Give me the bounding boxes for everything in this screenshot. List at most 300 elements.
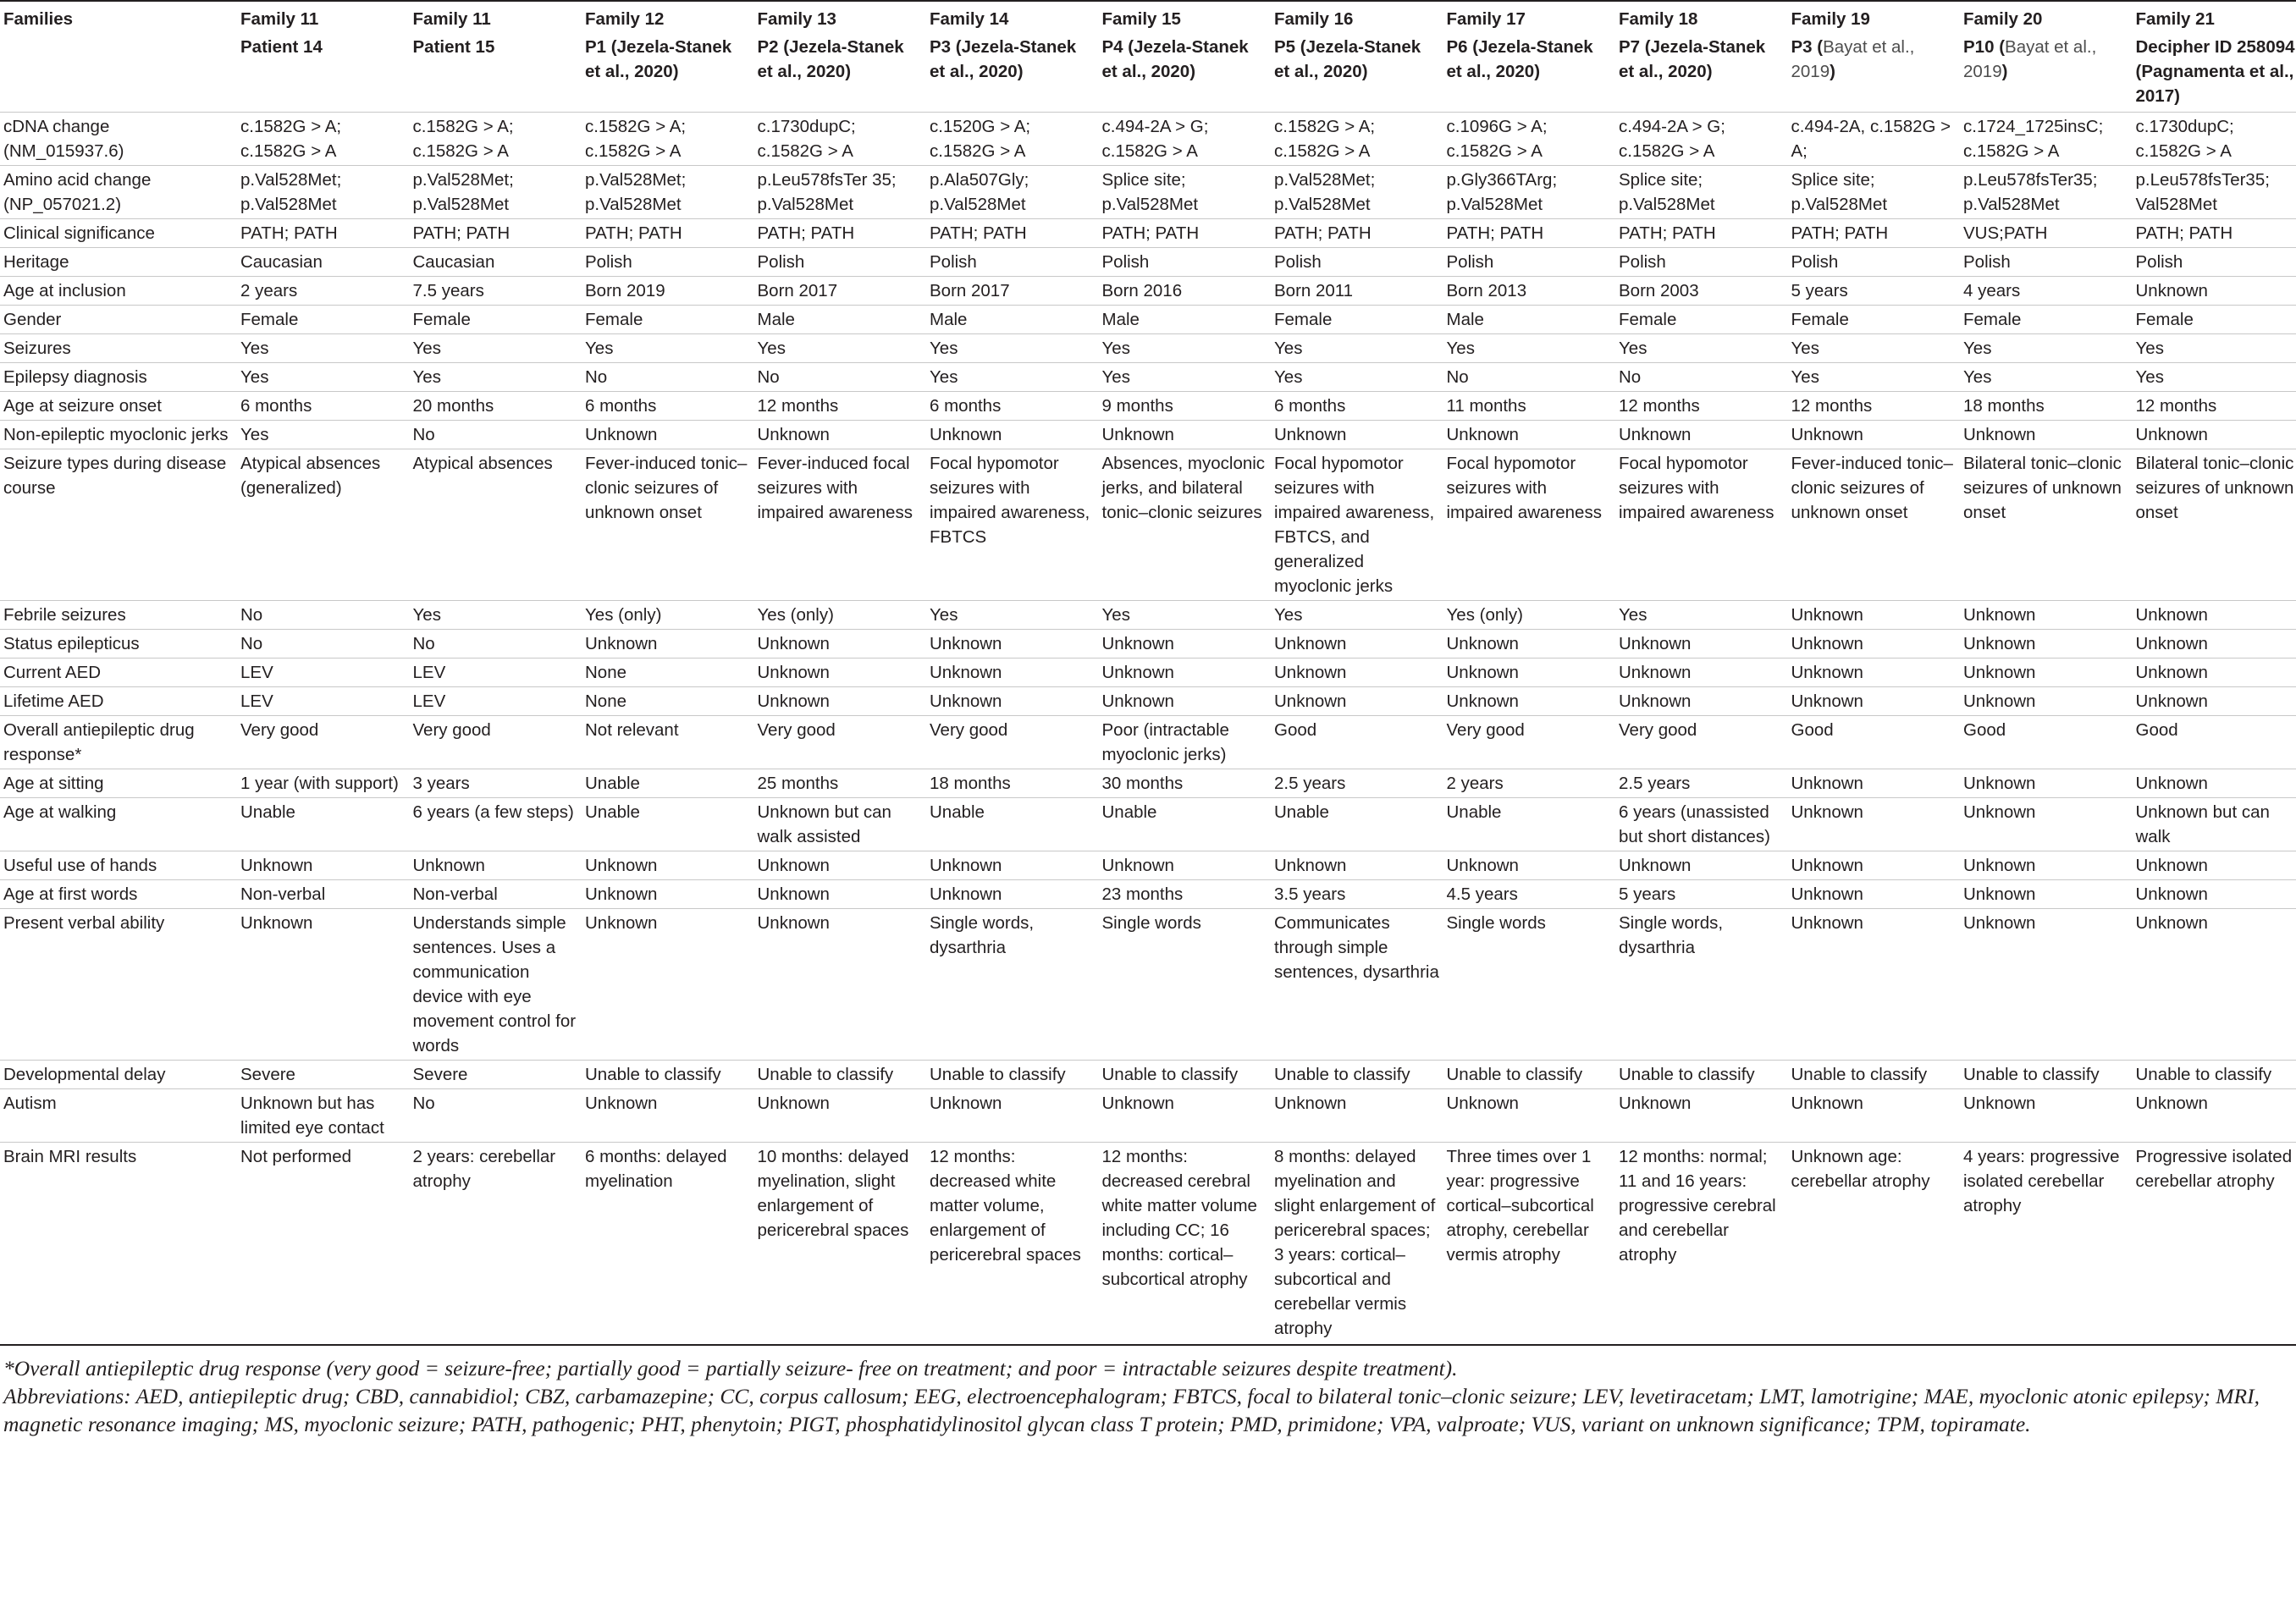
table-cell: Non-verbal: [413, 880, 586, 909]
table-cell: Yes: [1274, 601, 1447, 630]
table-cell: Born 2017: [930, 277, 1102, 306]
table-cell: Unable: [930, 798, 1102, 851]
table-cell: Unknown: [1791, 630, 1964, 658]
table-row: [0, 421, 2296, 449]
table-cell: 6 months: [585, 392, 758, 421]
table-cell: Non-verbal: [240, 880, 413, 909]
table-cell: Unknown: [758, 421, 930, 449]
table-cell: Unable to classify: [1791, 1061, 1964, 1089]
table-cell: Unable to classify: [1619, 1061, 1791, 1089]
table-cell: 4 years: progressive isolated cerebellar atrophy: [1963, 1143, 2136, 1346]
table-cell: 12 months: [1791, 392, 1964, 421]
table-cell: Yes (only): [1447, 601, 1620, 630]
table-cell: Yes: [1791, 334, 1964, 363]
table-cell: Unknown: [1791, 687, 1964, 716]
table-cell: Unknown: [1274, 421, 1447, 449]
table-cell: Unknown: [2136, 687, 2296, 716]
table-cell: Yes: [930, 601, 1102, 630]
table-cell: Focal hypomotor seizures with impaired awareness: [1447, 449, 1620, 601]
table-cell: Unknown: [1963, 630, 2136, 658]
table-cell: 12 months: normal; 11 and 16 years: progressive cerebral and cerebellar atrophy: [1619, 1143, 1791, 1346]
reference-close-paren: ): [1830, 62, 1835, 81]
table-cell: Unknown: [2136, 421, 2296, 449]
table-cell: Unknown: [1963, 658, 2136, 687]
table-cell: 2 years: [1447, 769, 1620, 798]
table-cell: None: [585, 658, 758, 687]
table-cell: 12 months: [2136, 392, 2296, 421]
table-cell: Female: [2136, 306, 2296, 334]
table-cell: Unknown: [930, 658, 1102, 687]
table-cell: Splice site; p.Val528Met: [1791, 166, 1964, 219]
table-cell: Yes: [1963, 334, 2136, 363]
reference-close-paren: ): [2174, 86, 2180, 106]
table-cell: 2 years: cerebellar atrophy: [413, 1143, 586, 1346]
table-cell: Unknown: [1447, 421, 1620, 449]
table-cell: VUS;PATH: [1963, 219, 2136, 248]
table-cell: Unknown: [930, 851, 1102, 880]
table-cell: Unknown: [930, 630, 1102, 658]
table-cell: p.Val528Met; p.Val528Met: [585, 166, 758, 219]
table-row: [0, 658, 2296, 687]
row-label: cDNA change (NM_015937.6): [0, 113, 240, 166]
table-cell: 4 years: [1963, 277, 2136, 306]
table-cell: c.1096G > A; c.1582G > A: [1447, 113, 1620, 166]
table-cell: Male: [930, 306, 1102, 334]
table-cell: 2.5 years: [1619, 769, 1791, 798]
table-cell: Unknown: [1963, 851, 2136, 880]
table-cell: Unknown: [1274, 630, 1447, 658]
table-cell: Polish: [1791, 248, 1964, 277]
header-row-families: [0, 1, 2296, 33]
patient-id: P4: [1101, 37, 1123, 57]
table-cell: PATH; PATH: [1791, 219, 1964, 248]
table-cell: Polish: [758, 248, 930, 277]
reference-open-paren: (: [610, 37, 617, 57]
table-cell: p.Ala507Gly; p.Val528Met: [930, 166, 1102, 219]
reference-citation[interactable]: Jezela-Stanek et al., 2020: [1101, 37, 1249, 81]
table-cell: p.Val528Met; p.Val528Met: [1274, 166, 1447, 219]
table-cell: 7.5 years: [413, 277, 586, 306]
row-label: Febrile seizures: [0, 601, 240, 630]
table-cell: Unknown: [2136, 277, 2296, 306]
header-patient-5: [930, 33, 1102, 113]
table-cell: Polish: [1102, 248, 1275, 277]
reference-citation[interactable]: Pagnamenta et al., 2017: [2135, 62, 2294, 106]
table-cell: Very good: [1619, 716, 1791, 769]
table-cell: No: [758, 363, 930, 392]
table-cell: Unknown: [1963, 909, 2136, 1061]
header-patient-8: [1447, 33, 1620, 113]
header-patient-6: [1102, 33, 1275, 113]
table-row: [0, 1061, 2296, 1089]
table-cell: Unknown: [1274, 851, 1447, 880]
table-cell: Unknown: [758, 1089, 930, 1143]
reference-open-paren: (: [955, 37, 962, 57]
table-cell: Female: [240, 306, 413, 334]
reference-open-paren: (: [1817, 37, 1824, 57]
table-cell: 6 months: [930, 392, 1102, 421]
reference-close-paren: ): [672, 62, 679, 81]
table-cell: Unknown: [930, 880, 1102, 909]
table-cell: Caucasian: [413, 248, 586, 277]
table-row: [0, 769, 2296, 798]
table-cell: Splice site; p.Val528Met: [1102, 166, 1275, 219]
table-cell: 18 months: [930, 769, 1102, 798]
table-cell: Unknown but has limited eye contact: [240, 1089, 413, 1143]
table-cell: Polish: [2136, 248, 2296, 277]
table-cell: Unknown: [413, 851, 586, 880]
patient-id: Patient 14: [240, 37, 323, 57]
row-label: Status epilepticus: [0, 630, 240, 658]
table-row: [0, 798, 2296, 851]
table-cell: 5 years: [1791, 277, 1964, 306]
table-cell: Unknown: [1619, 851, 1791, 880]
table-cell: LEV: [240, 687, 413, 716]
reference-close-paren: ): [1361, 62, 1368, 81]
table-cell: 11 months: [1447, 392, 1620, 421]
table-cell: Good: [1963, 716, 2136, 769]
table-cell: Female: [1619, 306, 1791, 334]
reference-citation[interactable]: Bayat et al., 2019: [1791, 37, 1915, 81]
table-cell: Absences, myoclonic jerks, and bilateral tonic–clonic seizures: [1102, 449, 1275, 601]
table-cell: Yes: [930, 363, 1102, 392]
table-cell: Unknown: [1447, 1089, 1620, 1143]
row-label: Clinical significance: [0, 219, 240, 248]
reference-citation[interactable]: Jezela-Stanek et al., 2020: [1274, 37, 1421, 81]
table-cell: Polish: [930, 248, 1102, 277]
header-blank: [0, 33, 240, 113]
row-label: Gender: [0, 306, 240, 334]
table-cell: p.Leu578fsTer 35; p.Val528Met: [758, 166, 930, 219]
table-cell: Very good: [240, 716, 413, 769]
table-cell: Born 2017: [758, 277, 930, 306]
table-cell: Yes: [1963, 363, 2136, 392]
table-cell: Caucasian: [240, 248, 413, 277]
table-cell: Male: [758, 306, 930, 334]
table-cell: 4.5 years: [1447, 880, 1620, 909]
table-cell: PATH; PATH: [1447, 219, 1620, 248]
table-cell: Fever-induced focal seizures with impaired awareness: [758, 449, 930, 601]
table-cell: Born 2003: [1619, 277, 1791, 306]
table-cell: 23 months: [1102, 880, 1275, 909]
table-cell: c.1582G > A; c.1582G > A: [1274, 113, 1447, 166]
table-cell: Unable: [585, 798, 758, 851]
table-cell: Good: [2136, 716, 2296, 769]
table-cell: Unknown: [2136, 601, 2296, 630]
header-patient-4: [758, 33, 930, 113]
table-cell: Yes (only): [758, 601, 930, 630]
table-cell: Male: [1447, 306, 1620, 334]
table-cell: Good: [1274, 716, 1447, 769]
table-cell: 25 months: [758, 769, 930, 798]
reference-citation[interactable]: Bayat et al., 2019: [1963, 37, 2097, 81]
reference-citation[interactable]: Jezela-Stanek et al., 2020: [757, 37, 904, 81]
header-family-7: Family 16: [1274, 1, 1447, 33]
table-cell: 18 months: [1963, 392, 2136, 421]
patient-id: P1: [585, 37, 607, 57]
header-family-12: Family 21: [2136, 1, 2296, 33]
table-cell: Unknown: [1274, 1089, 1447, 1143]
table-cell: Unknown: [1963, 798, 2136, 851]
table-cell: Atypical absences: [413, 449, 586, 601]
table-cell: PATH; PATH: [930, 219, 1102, 248]
table-cell: 6 years (unassisted but short distances): [1619, 798, 1791, 851]
header-family-3: Family 12: [585, 1, 758, 33]
table-cell: 12 months: [758, 392, 930, 421]
table-cell: Unknown: [1963, 769, 2136, 798]
table-row: [0, 334, 2296, 363]
header-patient-9: [1619, 33, 1791, 113]
reference-citation[interactable]: Jezela-Stanek et al., 2020: [585, 37, 732, 81]
table-cell: Born 2019: [585, 277, 758, 306]
table-cell: c.1520G > A; c.1582G > A: [930, 113, 1102, 166]
table-cell: Severe: [240, 1061, 413, 1089]
table-cell: 20 months: [413, 392, 586, 421]
header-patient-10: [1791, 33, 1964, 113]
table-cell: Bilateral tonic–clonic seizures of unknown onset: [1963, 449, 2136, 601]
table-cell: Yes: [2136, 363, 2296, 392]
table-cell: Very good: [758, 716, 930, 769]
reference-open-paren: (: [1300, 37, 1306, 57]
table-cell: Yes: [1102, 363, 1275, 392]
patient-id: P3: [930, 37, 952, 57]
table-cell: Unable to classify: [1102, 1061, 1275, 1089]
table-cell: Unable to classify: [758, 1061, 930, 1089]
table-cell: Unable to classify: [1447, 1061, 1620, 1089]
table-row: [0, 306, 2296, 334]
row-label: Age at walking: [0, 798, 240, 851]
table-cell: Splice site; p.Val528Met: [1619, 166, 1791, 219]
table-cell: Born 2011: [1274, 277, 1447, 306]
table-cell: Unknown: [930, 421, 1102, 449]
table-cell: Unknown: [1619, 421, 1791, 449]
patient-id: Patient 15: [412, 37, 495, 57]
table-cell: Unknown: [2136, 1089, 2296, 1143]
table-cell: Yes: [1791, 363, 1964, 392]
row-label: Present verbal ability: [0, 909, 240, 1061]
reference-close-paren: ): [1534, 62, 1541, 81]
table-cell: Unknown but can walk: [2136, 798, 2296, 851]
footnote-abbreviations: Abbreviations: AED, antiepileptic drug; CBD, cannabidiol; CBZ, carbamazepine; CC, corpus callosum; EEG, electroencephalogram; FBTCS, focal to bilateral tonic–clonic seizure; LEV, levetiracetam; LMT, lamotrigine; MAE, myoclonic atonic epilepsy; MRI, magnetic resonance imaging; MS, myoclonic seizure; PATH, pathogenic; PHT, phenytoin; PIGT, phosphatidylinositol glycan class T protein; PMD, primidone; VPA, valproate; VUS, variant on unknown significance; TPM, topiramate.: [3, 1384, 2260, 1436]
table-cell: p.Gly366TArg; p.Val528Met: [1447, 166, 1620, 219]
row-label: Lifetime AED: [0, 687, 240, 716]
table-cell: Single words, dysarthria: [1619, 909, 1791, 1061]
header-families-label: Families: [0, 1, 240, 33]
table-cell: 8 months: delayed myelination and slight enlargement of pericerebral spaces; 3 years: cortical–subcortical and cerebellar vermis atrophy: [1274, 1143, 1447, 1346]
table-cell: Good: [1791, 716, 1964, 769]
table-cell: Fever-induced tonic–clonic seizures of unknown onset: [1791, 449, 1964, 601]
row-label: Brain MRI results: [0, 1143, 240, 1346]
table-cell: 9 months: [1102, 392, 1275, 421]
header-family-9: Family 18: [1619, 1, 1791, 33]
table-cell: Not relevant: [585, 716, 758, 769]
table-cell: c.494-2A > G; c.1582G > A: [1619, 113, 1791, 166]
table-cell: Three times over 1 year: progressive cortical–subcortical atrophy, cerebellar vermis atrophy: [1447, 1143, 1620, 1346]
table-cell: Unknown: [1791, 769, 1964, 798]
table-cell: PATH; PATH: [2136, 219, 2296, 248]
table-cell: Unable: [585, 769, 758, 798]
table-cell: Unknown: [2136, 851, 2296, 880]
table-cell: c.1724_1725insC; c.1582G > A: [1963, 113, 2136, 166]
table-cell: PATH; PATH: [1274, 219, 1447, 248]
header-family-4: Family 13: [758, 1, 930, 33]
table-cell: Unknown: [1791, 658, 1964, 687]
table-cell: Unknown: [1791, 798, 1964, 851]
table-cell: Very good: [413, 716, 586, 769]
table-cell: Unknown: [758, 909, 930, 1061]
table-cell: Unable to classify: [1963, 1061, 2136, 1089]
table-cell: Unknown: [2136, 658, 2296, 687]
table-cell: Unknown: [1619, 630, 1791, 658]
table-cell: 6 months: [1274, 392, 1447, 421]
table-cell: Yes: [413, 363, 586, 392]
table-row: [0, 219, 2296, 248]
patient-id: P2: [757, 37, 779, 57]
reference-open-paren: (: [783, 37, 790, 57]
table-cell: c.494-2A, c.1582G > A;: [1791, 113, 1964, 166]
header-patient-12: [2136, 33, 2296, 113]
row-label: Overall antiepileptic drug response*: [0, 716, 240, 769]
table-cell: p.Leu578fsTer35; p.Val528Met: [1963, 166, 2136, 219]
table-cell: No: [1447, 363, 1620, 392]
table-cell: Unknown: [930, 1089, 1102, 1143]
header-family-11: Family 20: [1963, 1, 2136, 33]
table-cell: 3 years: [413, 769, 586, 798]
header-patient-11: [1963, 33, 2136, 113]
table-cell: Bilateral tonic–clonic seizures of unknown onset: [2136, 449, 2296, 601]
reference-close-paren: ): [1706, 62, 1713, 81]
header-family-6: Family 15: [1102, 1, 1275, 33]
table-cell: Unable to classify: [2136, 1061, 2296, 1089]
reference-citation[interactable]: Jezela-Stanek et al., 2020: [1619, 37, 1766, 81]
patient-id: P5: [1274, 37, 1296, 57]
table-cell: No: [413, 421, 586, 449]
table-cell: Born 2013: [1447, 277, 1620, 306]
header-family-2: Family 11: [413, 1, 586, 33]
table-cell: Yes: [585, 334, 758, 363]
reference-open-paren: (: [1644, 37, 1651, 57]
table-cell: Unknown: [758, 630, 930, 658]
table-cell: No: [413, 1089, 586, 1143]
table-cell: p.Val528Met; p.Val528Met: [240, 166, 413, 219]
table-cell: No: [413, 630, 586, 658]
table-cell: c.1730dupC; c.1582G > A: [2136, 113, 2296, 166]
table-cell: Unknown: [2136, 909, 2296, 1061]
table-cell: Unknown: [2136, 880, 2296, 909]
table-cell: Unknown: [1963, 601, 2136, 630]
header-family-5: Family 14: [930, 1, 1102, 33]
row-label: Age at inclusion: [0, 277, 240, 306]
table-cell: Not performed: [240, 1143, 413, 1346]
table-cell: Unable to classify: [930, 1061, 1102, 1089]
table-cell: p.Leu578fsTer35; Val528Met: [2136, 166, 2296, 219]
table-cell: Unknown: [758, 880, 930, 909]
footnote-response: *Overall antiepileptic drug response (very good = seizure-free; partially good = partially seizure- free on treatment; and poor = intractable seizures despite treatment).: [3, 1356, 1458, 1380]
table-cell: Unknown: [1447, 658, 1620, 687]
table-cell: Unknown: [758, 687, 930, 716]
table-cell: Unknown: [585, 851, 758, 880]
table-cell: Female: [1963, 306, 2136, 334]
table-cell: Focal hypomotor seizures with impaired awareness: [1619, 449, 1791, 601]
reference-close-paren: ): [845, 62, 852, 81]
table-cell: Yes: [413, 601, 586, 630]
table-cell: Focal hypomotor seizures with impaired awareness, FBTCS: [930, 449, 1102, 601]
table-cell: 6 months: [240, 392, 413, 421]
table-cell: Yes: [413, 334, 586, 363]
row-label: Useful use of hands: [0, 851, 240, 880]
reference-citation[interactable]: Jezela-Stanek et al., 2020: [930, 37, 1077, 81]
table-cell: Unknown: [1791, 1089, 1964, 1143]
row-label: Seizures: [0, 334, 240, 363]
header-family-10: Family 19: [1791, 1, 1964, 33]
header-family-1: Family 11: [240, 1, 413, 33]
table-cell: Female: [1274, 306, 1447, 334]
table-cell: Unknown age: cerebellar atrophy: [1791, 1143, 1964, 1346]
table-cell: LEV: [413, 658, 586, 687]
table-cell: Unknown: [758, 658, 930, 687]
table-cell: No: [240, 630, 413, 658]
row-label: Current AED: [0, 658, 240, 687]
reference-citation[interactable]: Jezela-Stanek et al., 2020: [1446, 37, 1593, 81]
reference-open-paren: (: [1128, 37, 1134, 57]
table-cell: Yes: [240, 334, 413, 363]
table-cell: Yes: [2136, 334, 2296, 363]
table-cell: Polish: [1619, 248, 1791, 277]
table-cell: c.1582G > A; c.1582G > A: [240, 113, 413, 166]
table-cell: Unknown: [1102, 1089, 1275, 1143]
table-cell: Unable: [1447, 798, 1620, 851]
row-label: Heritage: [0, 248, 240, 277]
patient-id: P6: [1446, 37, 1468, 57]
table-cell: Unknown: [1447, 851, 1620, 880]
table-cell: PATH; PATH: [1619, 219, 1791, 248]
table-cell: Yes: [758, 334, 930, 363]
table-cell: 10 months: delayed myelination, slight enlargement of pericerebral spaces: [758, 1143, 930, 1346]
table-cell: 12 months: decreased cerebral white matter volume including CC; 16 months: cortical–subcortical atrophy: [1102, 1143, 1275, 1346]
table-cell: Severe: [413, 1061, 586, 1089]
table-cell: Focal hypomotor seizures with impaired awareness, FBTCS, and generalized myoclonic jerks: [1274, 449, 1447, 601]
row-label: Autism: [0, 1089, 240, 1143]
table-cell: Unable: [240, 798, 413, 851]
table-cell: Unknown: [1791, 880, 1964, 909]
table-cell: Unknown: [1274, 687, 1447, 716]
table-cell: Unknown: [585, 630, 758, 658]
table-cell: 6 months: delayed myelination: [585, 1143, 758, 1346]
reference-close-paren: ): [1017, 62, 1024, 81]
table-cell: 12 months: [1619, 392, 1791, 421]
table-header: [0, 1, 2296, 113]
table-cell: Unknown: [1102, 687, 1275, 716]
header-patient-1: [240, 33, 413, 113]
table-cell: Unknown but can walk assisted: [758, 798, 930, 851]
table-cell: 3.5 years: [1274, 880, 1447, 909]
reference-open-paren: (: [1999, 37, 2006, 57]
table-cell: Unknown: [1102, 851, 1275, 880]
table-cell: Yes: [1447, 334, 1620, 363]
table-cell: Female: [413, 306, 586, 334]
row-label: Age at sitting: [0, 769, 240, 798]
table-row: [0, 630, 2296, 658]
table-cell: No: [240, 601, 413, 630]
table-cell: Communicates through simple sentences, dysarthria: [1274, 909, 1447, 1061]
table-cell: Unknown: [1447, 687, 1620, 716]
table-row: [0, 166, 2296, 219]
table-cell: PATH; PATH: [585, 219, 758, 248]
table-cell: Unable to classify: [585, 1061, 758, 1089]
table-cell: Yes: [1274, 334, 1447, 363]
table-cell: Yes: [1102, 601, 1275, 630]
table-cell: Unknown: [1619, 1089, 1791, 1143]
